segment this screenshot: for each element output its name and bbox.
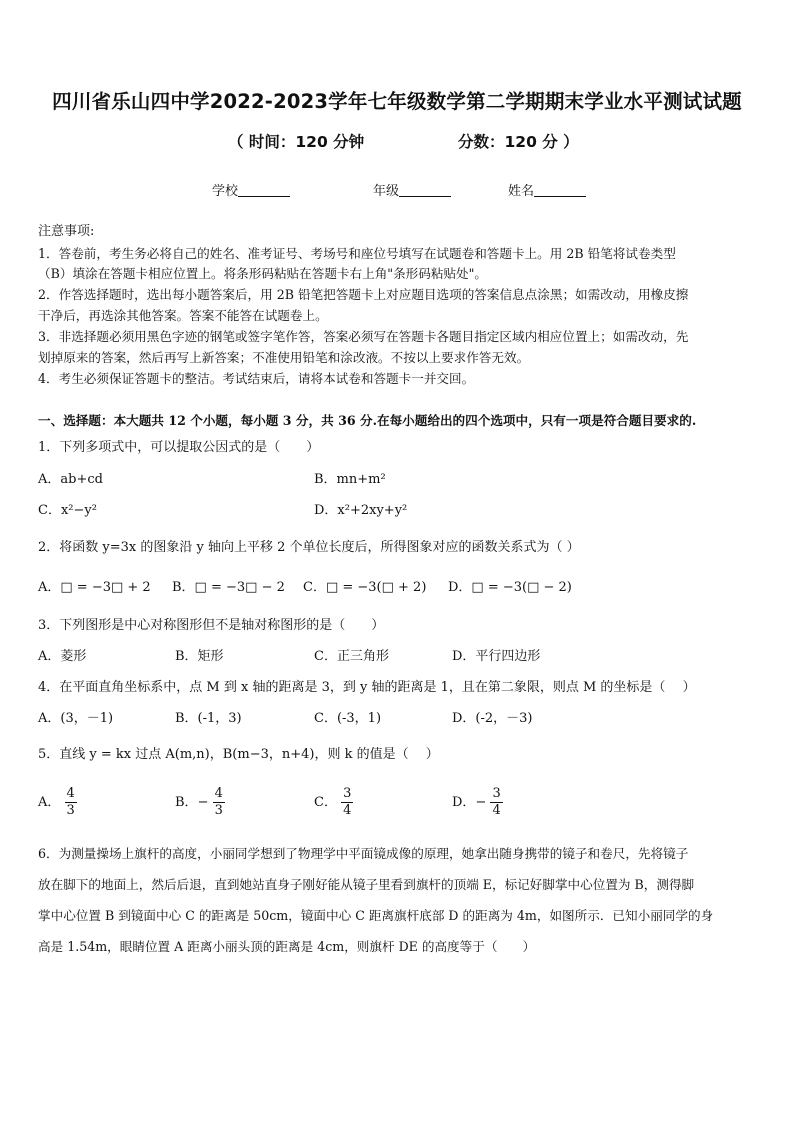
q4-option-a: A．(3，－1): [38, 711, 114, 726]
q3-option-d: D．平行四边形: [452, 649, 541, 664]
name-blank: [534, 183, 586, 197]
q5-c-label: C．: [314, 795, 337, 810]
q1-option-c: C．x²−y²: [38, 503, 97, 518]
note-1b: （B）填涂在答题卡相应位置上。将条形码粘贴在答题卡右上角"条形码粘贴处"。: [38, 266, 488, 281]
q2-option-a: A．□ = −3□ + 2: [38, 580, 151, 595]
grade-label: 年级: [373, 184, 400, 199]
school-field: [212, 180, 290, 199]
q3-option-a: A．菱形: [38, 649, 87, 664]
q4-option-b: B．(-1，3): [175, 711, 242, 726]
note-3a: 3．非选择题必须用黑色字迹的钢笔或签字笔作答，答案必须写在答题卡各题目指定区域内相应位置上；如需改动，先: [38, 329, 689, 344]
exam-score: 分数：120 分 ）: [458, 133, 579, 151]
q3-option-b: B．矩形: [175, 649, 224, 664]
q6-line-3: 掌中心位置 B 到镜面中心 C 的距离是 50cm，镜面中心 C 距离旗杆底部 D 的距离为 4m，如图所示．已知小丽同学的身: [38, 908, 714, 923]
note-3b: 划掉原来的答案，然后再写上新答案；不准使用铅笔和涂改液。不按以上要求作答无效。: [38, 350, 530, 365]
q3-stem: 3．下列图形是中心对称图形但不是轴对称图形的是（ ）: [38, 618, 385, 633]
q5-b-denominator: 3: [214, 803, 223, 818]
school-blank: [238, 183, 290, 197]
section-heading: 一、选择题：本大题共 12 个小题，每小题 3 分，共 36 分.在每小题给出的四个选项中，只有一项是符合题目要求的.: [38, 413, 697, 428]
page-title: 四川省乐山四中学2022-2023学年七年级数学第二学期期末学业水平测试试题: [52, 90, 742, 113]
q5-option-b: [175, 786, 225, 819]
q5-a-denominator: 3: [66, 803, 75, 818]
q5-option-d: [452, 786, 503, 819]
q5-a-numerator: 4: [66, 786, 75, 801]
note-1a: 1．答卷前，考生务必将自己的姓名、准考证号、考场号和座位号填写在试题卷和答题卡上。用 2B 铅笔将试卷类型: [38, 246, 676, 261]
q5-d-numerator: 3: [492, 786, 501, 801]
q5-c-denominator: 4: [343, 803, 352, 818]
q2-stem: 2．将函数 y=3x 的图象沿 y 轴向上平移 2 个单位长度后，所得图象对应的函数关系式为（ ）: [38, 540, 580, 555]
q5-option-c: [314, 786, 353, 819]
q5-b-label: B．: [175, 795, 198, 810]
q5-d-denominator: 4: [492, 803, 501, 818]
grade-blank: [399, 183, 451, 197]
note-2b: 干净后，再选涂其他答案。答案不能答在试题卷上。: [38, 308, 328, 323]
q6-line-1: 6．为测量操场上旗杆的高度，小丽同学想到了物理学中平面镜成像的原理，她拿出随身携带的镜子和卷尺，先将镜子: [38, 846, 689, 861]
q5-option-a: [38, 786, 77, 819]
q5-c-numerator: 3: [343, 786, 352, 801]
note-2a: 2．作答选择题时，选出每小题答案后，用 2B 铅笔把答题卡上对应题目选项的答案信息点涂黑；如需改动，用橡皮擦: [38, 287, 689, 302]
note-4: 4．考生必须保证答题卡的整洁。考试结束后，请将本试卷和答题卡一并交回。: [38, 371, 475, 386]
q5-b-fraction: [213, 786, 225, 819]
name-label: 姓名: [508, 184, 535, 199]
q5-b-sign: −: [197, 795, 209, 810]
grade-field: [373, 180, 451, 199]
q1-option-a: A．ab+cd: [38, 472, 103, 487]
q6-line-4: 高是 1.54m，眼睛位置 A 距离小丽头顶的距离是 4cm，则旗杆 DE 的高度等于（ ）: [38, 939, 536, 954]
school-label: 学校: [212, 184, 239, 199]
q2-option-b: B．□ = −3□ − 2: [172, 580, 285, 595]
name-field: [508, 180, 586, 199]
q1-option-b: B．mn+m²: [314, 472, 386, 487]
q5-d-sign: −: [475, 795, 487, 810]
q4-option-c: C．(-3，1): [314, 711, 382, 726]
q4-option-d: D．(-2，－3): [452, 711, 533, 726]
q5-a-fraction: [65, 786, 77, 819]
q2-option-d: D．□ = −3(□ − 2): [448, 580, 572, 595]
q5-b-numerator: 4: [214, 786, 223, 801]
q4-stem: 4．在平面直角坐标系中，点 M 到 x 轴的距离是 3，到 y 轴的距离是 1，且在第二象限，则点 M 的坐标是（ ）: [38, 680, 696, 695]
exam-time: （ 时间：120 分钟: [228, 133, 365, 151]
q5-d-fraction: [490, 786, 502, 819]
notes-heading: 注意事项:: [38, 224, 95, 239]
q5-d-label: D．: [452, 795, 476, 810]
q5-c-fraction: [341, 786, 353, 819]
q5-stem: 5．直线 y = kx 过点 A(m,n)，B(m−3，n+4)，则 k 的值是（ ）: [38, 747, 439, 762]
q1-stem: 1．下列多项式中，可以提取公因式的是（ ）: [38, 440, 320, 455]
q6-line-2: 放在脚下的地面上，然后后退，直到她站直身子刚好能从镜子里看到旗杆的顶端 E，标记好脚掌中心位置为 B，测得脚: [38, 877, 695, 892]
q2-option-c: C．□ = −3(□ + 2): [303, 580, 427, 595]
q1-option-d: D．x²+2xy+y²: [314, 503, 408, 518]
q5-a-label: A．: [38, 795, 61, 810]
q3-option-c: C．正三角形: [314, 649, 389, 664]
